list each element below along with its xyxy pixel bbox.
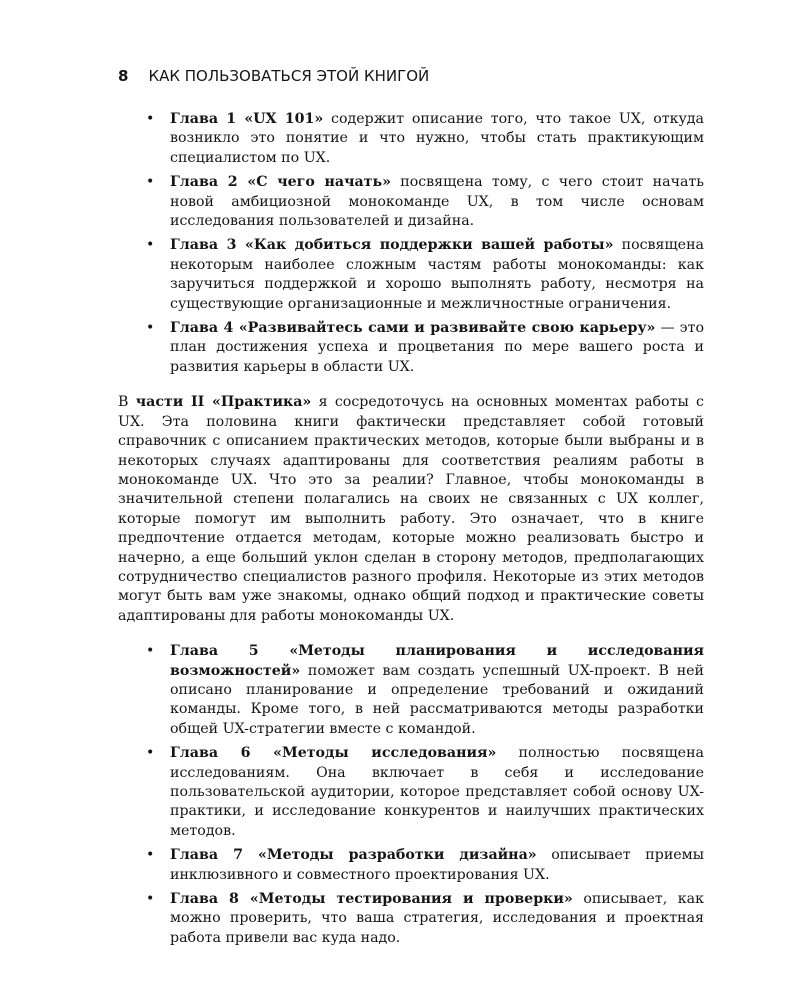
- chapter-title: Глава 7 «Методы разработки дизайна»: [170, 847, 537, 864]
- list-item: [118, 846, 704, 885]
- chapter-title: Глава 3 «Как добиться поддержки вашей работы»: [170, 237, 614, 254]
- part2-paragraph: В части II «Практика» я сосредоточусь на основных моментах работы с UX. Эта половина книги фактически представляет собой готовый справочник с описанием практических методов, которые были выбраны и в некоторых случаях адаптированы для соответствия реалиям работы в монокоманде UX. Что это за реалии? Главное, чтобы монокоманды в значительной степени полагались на своих не связанных с UX коллег, которые помогут им выполнить работу. Это означает, что в книге предпочтение отдается методам, которые можно реализовать быстро и начерно, а еще больший уклон сделан в сторону методов, предполагающих сотрудничество специалистов разного профиля. Некоторые из этих методов могут быть вам уже знакомы, однако общий подход и практические советы адаптированы для работы монокоманды UX.: [118, 394, 704, 624]
- chapter-description: полностью посвящена исследованиям. Она включает в себя и исследование пользовательской аудитории, которое представляет собой основу UX-практики, и исследование конкурентов и наилучших практических методов.: [170, 745, 704, 839]
- chapter-description: — это план достижения успеха и процветания по мере вашего роста и развития карьеры в области UX.: [170, 320, 705, 375]
- list-item: [118, 642, 704, 739]
- list-item: [118, 236, 704, 314]
- chapter-description: поможет вам создать успешный UX-проект. В ней описано планирование и определение требований и ожиданий команды. Кроме того, в ней рассматриваются методы разработки общей UX-стратегии вместе с командой.: [170, 662, 704, 737]
- chapter-description: содержит описание того, что такое UX, откуда возникло это понятие и что нужно, чтобы стать практикующим специалистом по UX.: [170, 111, 704, 166]
- part-title: части II «Практика»: [135, 394, 312, 411]
- list-item: [118, 110, 704, 168]
- page-number: 8: [118, 67, 129, 85]
- part1-chapter-list: [118, 110, 704, 377]
- running-header: [118, 66, 429, 86]
- chapter-title: Глава 1 «UX 101»: [170, 111, 324, 127]
- chapter-title: Глава 5 «Методы планирования и исследования возможностей»: [170, 643, 704, 679]
- list-item: [118, 744, 704, 841]
- list-item: [118, 173, 704, 231]
- chapter-description: посвящена некоторым наиболее сложным частям работы монокоманды: как заручиться поддержкой и хорошо выполнять работу, несмотря на существующие организационные и межличностные ограничения.: [170, 237, 704, 312]
- chapter-title: Глава 4 «Развивайтесь сами и развивайте свою карьеру»: [170, 320, 656, 337]
- chapter-title: Глава 6 «Методы исследования»: [170, 745, 497, 762]
- chapter-description: описывает, как можно проверить, что ваша стратегия, исследования и проектная работа привели вас куда надо.: [170, 891, 704, 946]
- page-body: [118, 110, 704, 953]
- chapter-description: описывает приемы инклюзивного и совместного проектирования UX.: [170, 847, 704, 883]
- part2-chapter-list: [118, 642, 704, 948]
- list-item: [118, 319, 704, 377]
- list-item: [118, 890, 704, 948]
- chapter-description: посвящена тому, с чего стоит начать новой амбициозной монокоманде UX, в том числе основам исследования пользователей и дизайна.: [170, 174, 704, 230]
- chapter-title: Глава 2 «С чего начать»: [170, 174, 391, 191]
- chapter-title: Глава 8 «Методы тестирования и проверки»: [170, 891, 573, 908]
- running-title: КАК ПОЛЬЗОВАТЬСЯ ЭТОЙ КНИГОЙ: [148, 67, 430, 85]
